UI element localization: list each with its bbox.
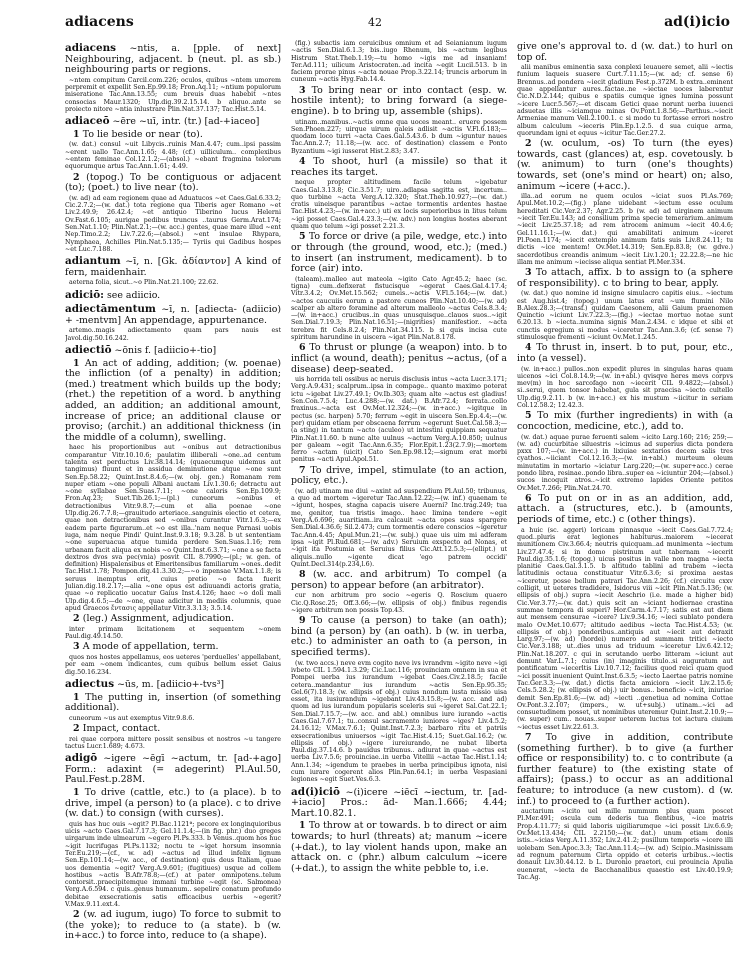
dictionary-entry-headword-line	[65, 304, 281, 326]
sense-definition: 2 (leg.) Assignment, adjudication.	[73, 613, 235, 625]
sense-definition: give one's approval to. d (w. dat.) to hurl on top of.	[517, 41, 733, 63]
sense-definition: 1 To throw at or towards. b to direct or aim towards; to hurl (threats) at; manum ~icere (+dat.), to lay violent hands upon, make an attack on. c (phr.) album calculum ~icere (+dat.), to assign the white pebble to, i.e.	[291, 820, 507, 874]
citation-block: ~ntem compitum Carcil.com.226; oculos, quibus ~ntem umorem perpremit et expellit Sen.Ep.99.18; Fron.Aq.11; ~ntium populorum miseratione Tac.Ann.13.55; cum breuis duas habebit ~ntes consocias Maur.1320; Ulp.dig.39.2.15.14. b aliquo..ante se proiecto nitore ~ntia inlustrare Plin.Nat.37.137; Tac.Hist.5.14.	[65, 76, 281, 113]
sense-number: 5	[299, 231, 309, 243]
citation-block: (w. two accs.) neve evm cogito neve ivs ivrandvm ~igito neve ~igi ivbeto CIL 1.594.1.3.29; Cic.Luc.116; prouinciam omnem in sua et Pompei uerba ius iurandum ~igebat Caes.Civ.2.18.5; facile cetera..mandantur ius iurandum ~actis Sen.Ep.95.35; Gel.6(7).18.3; (w. ellipsis of obj.) cuius nondum iusta missio uisa esset, ita iusiurandum ~igebant Liv.43.15.8;—(w. acc. and ad) quom ad ius iurandum popularis sceleris sui ~igeret Sal.Cat.22.1; Sen.Dial.7.15.7;—(w. acc. and abl.) omnibus iure iurando ~actis Caes.Gal.7.67.1; tu..consul sacramento iuniores ~iges? Liv.4.5.2; 24.16.12; V.Max.7.6.1; Quint.Inst.7.2.3; barbaro ritu et patriis exsecrationibus uniuersos ~igit Tac.Hist.4.15; Suet.Gal.16.2; (w. ellipsis of obj.) ~igere iureiurando, ne nubat liberta Paul.dig.37.14.6. b pauidus tribunus.. adiurat in quae ~actus est uerba Liv.7.5.6; prouinciae..in uerba Vitellii ~actae Tac.Hist.1.14; Ann.1.34; ~igendum te praebes in uerba principibus ignota, nisi cum iurare cogerent alios Plin.Pan.64.1; in uerba Vespasiani legiones ~egit Suet.Ves.6.3.	[291, 659, 507, 784]
sense-number: 3	[73, 641, 83, 653]
dictionary-columns	[65, 40, 733, 955]
headword-grammar: ~ēre ~uī, intr. (tr.) [ad-+iaceo]	[109, 116, 260, 128]
sense-definition: 4 To shoot, hurl (a missile) so that it reaches its target.	[291, 156, 507, 178]
sense-number: 1	[73, 357, 85, 369]
sense-number: 7	[299, 464, 311, 476]
sense-number: 1	[73, 128, 83, 140]
headword: adiaceō	[65, 115, 110, 128]
citation-block: (w. dat.) aquae purae feruenti salem ~icito Larg.160; 216; 259;—(w. ad) cucurbitae siluestris ~icimus ad superius dicta pondera pxxx 107;—(w. in+acc.) in lixiuiae sextarios decem salis tres cyathos..~iiciant Col.12.16.3;—(w. in+abl.) murteum oleum minutatim in mortario ~iciatur Larg.220;—(w. super+acc.) cerae pondo libra, resinae..pondo libra..super ea ~iciuntur 204;—(absol.) sucos incoquit atros..~icit extremo lapides Oriente petitos Ov.Met.7.266; Plin.Nat.24.70.	[517, 433, 733, 492]
citation-block: cuneorum ~us aut exemptus Vitr.9.8.6.	[69, 714, 195, 722]
sense-number: 6	[525, 492, 539, 504]
sense-definition: 2 (w. oculum, -os) To turn (the eyes) towards, cast (glances) at, esp. covetously. b (w. animum) to turn (one's thoughts) towards, set (one's mind or heart) on; also, animum ~icere (+acc.).	[517, 138, 733, 192]
citation-block: alii manibus eminentia saxa conplexi leuauere semet, alii ~iectis funium laqueis suasere Curt.7.11.15;—(w. ad; cf. sense 6) Brennus..ad pondera ~iecit gladium Fest.p.372M. b extra..eminent quae appellantur aures..factae..ne ~iectae uoces laberentur Cic.N.D.2.144; quibus e spatiis cumque ignes lumina possunt ~icere Lucr.5.567;—et discam Getici quae norunt uerba iuuenci adsuetas illis ~iciamque minas Ov.Pont.1.8.56;—Parthus..~iecit Armeniae manum Vell.2.100.1. c si modo tu fortasse errori nostro album calculum ~ieceris Plin.Ep.1.2.5. d sua cuique arma, quorundam igni et equus ~icitur Tac.Ger.27.2.	[517, 64, 733, 137]
sense-number: 2	[525, 138, 540, 150]
citation-block: quis has huc ouis ~egit? Pl.Bac.1121ª; pecore ex longinquioribus uicis ~acto Caes.Gal.7.17.3; Gel.11.1.4;—(in fig. phr.) duo greges uirgarum inde ulmearum ~egero Pl.Ps.333. b Venus..quom hos huc ~igit lucrifugas Pl.Ps.1132; noctu te ~iget horsum insomnia Ter.Eu.219;—(cf., w. ad) ~actus ad illud infelix lignum Sen.Ep.101.14;—(w. acc., of destination) quis deus Italiam, quae uos dementia ~egit? Verg.A.9.601; (fugitiues) usque ad collem hostibus ~actis B.Afr.78.8;—(cf.) at pater omnipotens..telum contorsit..praecipitemque immani turbine ~egit (sc. Salmonea) Verg.A.6.594. c quis..genus humanum.. sepelire conatum profundo debitae exsecrationis satis efficacibus uerbis ~egerit? V.Max.9.11.ext.4.	[65, 820, 281, 908]
headword: adiectus	[65, 677, 115, 690]
sense-definition: 1 An act of adding, addition; (w. poenae) the infliction (of a penalty) in addition; (med.) treatment which builds up the body; (rhet.) the repetition of a word. b anything added, an addition; an additional amount, increase of price; an additional clause or proviso; (archit.) an additional thickness (in the middle of a column), swelling.	[65, 357, 281, 443]
citation-block: utinam..manibus..~actis omne qua uoces meant.. eruere possem Sen.Phoen.227; uirque uirum galeis adlisit ~actis V.Fl.6.183;—quodam loco turri ~acta Caes.Gal.5.43.6. b dum ~iguntur naues Tac.Ann.2.7; 11.18;—(w. acc. of destination) classem e Ponto Byzantium ~igi iusserat Hist.2.83; 3.47.	[291, 118, 507, 155]
dictionary-entry-headword-line	[291, 787, 507, 820]
sense-definition: 7 To give in addition, contribute (something further). b to give (a further office or responsibility) to. c to contribute (a further feature) to (the existing state of affairs); (pass.) to occur as an additional feature; to introduce (a new custom). d (w. inf.) to proceed to (a further action).	[517, 731, 733, 807]
citation-block: uis horrida teli ossibus ac neruis disclusis intus ~acta Lucr.3.171; Verg.A.9.431; scalprum..ipsa in compage.. quanto maximo poterat ictu ~igebat Liv.27.49.1; Ov.Ib.303; quam alte ~actus est gladius! Sen.Con.7.5.4; Luc.4.288;—(w. dat.) B.Afr.72.4; ferrata..collo fraxinus..~acta est Ov.Met.12.324;—(w. in+acc.) ~igitque in pectus (sc. harpen) 5.70; ferrum ~egit in uiscera Sen.Ep.4.4;—(w. per) quidam etiam per obscaena ferrum ~egerunt Suet.Cal.58.3;—(a sting) in tantum ~acto (aculeo) ut intestini quippiam sequatur Plin.Nat.11.60. b nunc alte uulnus ~actum Verg.A.10.850; uulnus per galeam ~egit Tac.Ann.6.35; Flor.Epit.1.23(2.7.9);—mortem ferro ~actam (uicit) Cato Sen.Ep.98.12;—signum erat morbi penitus ~acti Apul.Apol.51.	[291, 376, 507, 464]
dictionary-entry-headword-line	[65, 43, 281, 76]
citation-block: (w. ad) ad eam regionem quae ad Aduatucos ~et Caes.Gal.6.33.2; Cic.2.7.2;—(w. dat.) tota regione qua Tiberis ager Romano ~et Liv.2.49.9; 26.42.4; ~et antiquo Tiberino lucus Helerni Ov.Fast.6.105; aurigae pedibus truncus ..taurus Germ.Arat.174; Sen.Nat.1.10; Plin.Nat.2.1;—(w. acc.) gentes, quae mare illud ~ent Nep.Timo.2.2; Liv.7.22.6;—(absol.) ~ent insulae Rhypara, Nymphaea, Achilles Plin.Nat.5.135;— Tyriis qui Gadibus hospes ~et Luc.7.188.	[65, 194, 281, 253]
headword: ad(i)iciō	[291, 785, 340, 798]
citation-block: auctarium ~icito uel mille nummum plus quam poscet Pl.Mer.491; oscula cum dederis tua flentibus, ~ice matris Prop.4.11.77; si quid laboris uigiliarumque ~ici possit Liv.6.6.9; Ov.Met.13.434; CIL 2.2150;—(w. dat.) unum etiam donis istis..~icias Verg.A.11.352; Liv.2.41.2; pusillum temporis ~icere illi uolebam Sen.Apoc.3.3; Tac.Ann.11.4;—(w. ad) Scipio..Masinissam ad regnum paternum Cirta oppido et ceteris urbibus..~iectis donauit Liv.30.44.12. b L. Duronio praetori, cui prouincia Apulia euenerat, ~iecta de Bacchanalibus quaestio est Liv.40.19.9; Tac.Ag.	[517, 808, 733, 881]
dictionary-entry-headword-line	[65, 679, 281, 691]
citation-block: (w. ad) utinam me diui ~axint ad suspendium Pl.Aul.50; tribunus, a quo ad mortem ~igeretur Tac.Ann.12.22;—(w. inf.) quaenam te ~igunt, hospes, stagna capacis uisere Auerni? Inc.trag.249; tua me, genitor, tua tristis imago.. haec limina tendere ~egit Verg.A.6.696; auaritiam..ira calcauit ~acta opes suas spargere Sen.Dial.4.36.6; Sil.2.473; cum tormentis edere conscios ~igeretur Tac.Ann.4.45; Apul.Mun.21;—(w. subj.) quae uis uim mi adferam ipsa ~igit Pl.Rud.681;—(w. adv.) Seruium exspecto ad Nonas, et ~igit ita Postumia et Seruius filius Cic.Att.12.5.3;—(ellipt.) ut aliquis..nullo ~igente dicat 'ego patrem occidi' Quint.Decl.314(p.234,l.6).	[291, 487, 507, 568]
headword: adiacens	[65, 42, 117, 54]
citation-block: haec his proportionibus aut ~onibus aut detractionibus comparantur Vitr.10.10.6; paulatim illiberali ~one..ad centum talenta est perductus Liv.38.14.14; (quaecumque uidemus aut tangimus) fluunt et in assidua deminutione atque ~one sunt Sen.Ep.58.22; Quint.Inst.8.4.6;—(w. obj. gen.) Romanam rem nuper etiam ~one populi Albani auctam Liv.1.30.6; detractu aut ~one syllabae Sen.Suas.7.11; ~one caloris Sen.Ep.109.9; Fron.Aq.23; Suet.Tib.26.1;—(pl.) cuneorum ~onibus et detractionibus Vitr.9.8.7;—cum et alia poenae ~one Ulp.dig.26.7.7.8;—grauitudo arteriace..sanguinis eiectio et cetera, quae non detractionibus sed ~onibus curantur Vitr.1.6.3;—ex eadem parte figurarum..et ~o est illa..'nam neque Parnasi uobis iuga, nam neque Pindi' Quint.Inst.9.3.18; 9.3.28. b ut sententiam ~one superuacua atque tumida perdere Sen.Suas.1.16; rem urbanam facit aliqua ex nobis ~o Quint.Inst.6.3.71; ~one a se facta dextros dvos sva pec(vnia) posvit CIL 8.7990;—(pl.; w. gen. of definition) Hispalensibus et Emeritensibus familiarum ~ones..dedit Tac.Hist.1.78; Pompon.dig.41.3.30.2;—~o inpensae V.Max.1.1.8; is seruus inemptus erit, cuius pretio ~o facta fuerit Julian.dig.18.2.17;—alia ~one opus est adiuuandi actoris gratia, quae ~o replicatio uocatur Gaius Inst.4.126; haec ~o doli mali Ulp.dig.4.6.5;—de ~one, quae adicitur in mediis columnis, quae apud Graecos ἔντασις appellatur Vitr.3.3.13; 3.5.14.	[65, 444, 281, 612]
headword-grammar: see adiicio.	[104, 289, 161, 301]
sense-definition: 9 To cause (a person) to take (an oath); bind (a person) by (an oath). b (w. in uerba, etc.) to administer an oath to (a person, in specified terms).	[291, 615, 507, 659]
citation-block: (w. in+acc.) pullos..non expedit plures in singulas haras quam uicenos ~ici Col.8.14.9;—(w. in+abl.) qvisqve heres mevs corpvs mev(m) in hoc sarcofago non ~iecerit CIL 9.4822;—(absol.) si..serui, quem tonsor habebat, gula sit praecisa ~iecto cultello Ulp.dig.9.2.11. b (w. in+acc.) ex his mustum ~iicitur in seriam Col.12.58.2; 12.42.3.	[517, 365, 733, 410]
sense-definition: 8 (w. acc. and arbitrum) To compel (a person) to appear before (an arbitrator).	[291, 569, 507, 591]
headword-grammar: ~ntis, a. [pple. of next] Neighbouring, adjacent. b (neut. pl. as sb.) neighbouring parts or regions.	[65, 43, 281, 76]
headword: adiectiō	[65, 344, 112, 357]
sense-number: 6	[299, 342, 310, 354]
citation-block: a huic (sc. aggeri) loricam pinnasque ~iecit Caes.Gal.7.72.4; quod..pluris erat legiones habiturus..maiorem ~iecerat munitionem Civ.3.66.4; neutris quicquam..ad munimenta ~iectum Liv.27.47.4; si in domo pistrinum aut tabernam ~iecerit Paul.dig.35.1.6; (topog.) uicus positus in valle non magna ~iecta planitie Caes.Gal.3.1.5. b altitudo tablini ad trabem ~iecta latitudinis octaua constituatur Vitr.6.3.6; si proxima aestas ~iceretur, posse bellum patrari Tac.Ann.2.26; (cf.) circuitu cxxv colligit, ut ueteres tradidere, Isidorus viii ~icit Plin.Nat.5.136; (w. ellipsis of obj.) supra ~iecit Aeschrio (i.e. made a higher bid) Cic.Ver.3.77;—(w. dat.) quis scit an ~iciant hodiernae crastina summae tempora di superi? Hor.Carm.4.7.17; satis est aut diem aut mensem censurae ~icere? Liv.9.34.16; ~ieci sublato pondera malo Ov.Met.10.677; altitudo aedibus ~iecta Tac.Hist.4.53; (w. ellipsis of obj.) ponderibus..antiquis aut ~iecit aut detraxit Larg.97;—(w. ad) (hordei) numero ad summam tritici ~iecto Cic.Ver.3.188; ut..dies unus ad triduum ~iceretur Liv.6.42.12; Plin.Nat.18.207. c qui in scrutando uerbo litteram ~iciunt aut demunt Var.L.7.1; cuius (in) imaginis titulo..si auguratum aut pontificatum ~iecerltis Liv.10.7.12; facilius quod reici quam quod ~ici possit inuenient Quint.Inst.6.3.5; ~iecto Laertae patris nomine Tac.Ger.3.3;—(w. dat.) dictis facta amiciora ~iecit Liv.2.15.6; Cels.5.28.2; (w. ellipsis of obj.) uir bonus.. beneficio ~icit, iniuriae demit Sen.Ep.81.6;—(w. ad) ~iecti ..genetiua ad nomina Cottae Ov.Pont.3.2.107; (impers., w. ut+subj.) utinam..~ici ad consuetudinem posset, ut nominibus uteremur Quint.Inst.2.10.9;—(w. super) cum.. nouas..super ueterem luctus tot iactura ciuium ~iectus esset Liv.22.61.3.	[517, 526, 733, 731]
sense-number: 3	[299, 84, 312, 96]
sense-definition: 1 The putting in, insertion (of something additional).	[65, 691, 281, 714]
headword-grammar: ~igere ~ēgī ~actum, tr. [ad-+ago] Form.: adaxint (= adegerint) Pl.Aul.50, Paul.Fest.p.28M.	[65, 753, 281, 786]
headword-grammar: ~(i)icere ~iēcī ~iectum, tr. [ad-+iacio] Pros.: ād- Man.1.666; 4.44; Mart.10.82.1.	[291, 786, 507, 819]
sense-number: 2	[73, 722, 83, 734]
sense-number: 1	[73, 691, 86, 703]
headword: adiciō:	[65, 288, 104, 301]
sense-number: 9	[299, 615, 312, 627]
sense-definition: 2 (w. ad iugum, iugo) To force to submit to (the yoke); to reduce to (a state). b (w. in+acc.) to force into, reduce to (a shape).	[65, 909, 281, 942]
sense-definition: 3 To bring near or into contact (esp. w. hostile intent); to bring forward (a siege-engine). b to bring up, assemble (ships).	[291, 84, 507, 117]
sense-definition: 2 Impact, contact.	[73, 722, 161, 734]
sense-number: 1	[299, 820, 309, 832]
citation-block: artemo..magis adiectamento quam pars nauis est Javol.dig.50.16.242.	[65, 327, 281, 342]
sense-number: 7	[525, 731, 546, 743]
page-number: 42	[368, 16, 382, 29]
dictionary-entry-headword-line	[65, 290, 281, 302]
headword: adiantum	[65, 255, 121, 268]
sense-definition: 6 To put on or in as an addition, add, attach. a (structures, etc.). b (amounts, periods of time, etc.) c (other things).	[517, 492, 733, 526]
headword-grammar: ~ī, n. [Gk. ἀδίαντον] A kind of fern, maidenhair.	[65, 256, 281, 278]
headword-grammar: ~ōnis f. [adiicio+-tio]	[111, 345, 217, 357]
sense-number: 1	[73, 786, 85, 798]
sense-definition: 5 To force or drive (a pile, wedge, etc.) into or through (the ground, wood, etc.); (med.) to insert (an instrument, medicament). b to force (air) into.	[291, 231, 507, 275]
sense-definition: 7 To drive, impel, stimulate (to an action, policy, etc.).	[291, 464, 507, 487]
headword-grammar: ~ī, n. [adiecta- (adiicio) + -mentvm] An appendage, appurtenance.	[65, 304, 281, 326]
sense-definition: 3 A mode of appellation, term.	[73, 641, 219, 653]
dictionary-entry-headword-line	[65, 116, 281, 128]
left-guideword: adiacens	[65, 14, 134, 30]
column-3	[517, 40, 733, 955]
citation-block: (w. dat.) quo nomine id insigne simulacro capitis eius.. ~iectum est Aug.hist.4; (topog.) unum latus erat ~um flumini Nilo B.Alex.28.3;—(transf.) quidam Caesonem, alii Gaium praenomen Quinctio ~iciunt Liv.7.22.3;—(fig.) ~iectae mortuo notae sunt 6.20.13. b ~iecta..numina signis Man.2.434. c idque et sibi et cunctis egregium si modus ~iceretur Tac.Ann.3.6; (cf. sense 7) stimulosque frementi ~iciunt Ov.Met.1.245.	[517, 290, 733, 342]
citation-block: (w. dat.) consul ~uit Libycis..ruinis Man.4.47; cum..ipsi passim ~erent uallo Tac.Ann.1.65; 4.48; (cf.) uilliculum.. complexibus ~entem feminae Col.12.1.2;—(absol.) ~ebant fragmina telorum equorumque artus Tac.Ann.1.61; 4.49.	[65, 141, 281, 171]
citation-block: cur non arbitrum pro socio ~egeris Q. Roscium quaero Cic.Q.Rosc.25; Off.3.66;—(w. ellipsis of obj.) finibus regendis ~igere arbitrum non possis Top.43.	[291, 592, 507, 614]
column-2	[291, 40, 507, 955]
citation-block: illa..ad eorum ne quem oculos ~iciat suos Pl.As.769; Apul.Met.10.2;—(fig.) plane uidebant ~iectum esse oculum hereditati Cic.Ver.2.37; Agr.2.25. b (w. ad) ad uirginem animum ~iecit Ter.Eu.143; ad consilium prima specie temerarium..animum ~iecit Liv.25.37.18; ad rem atrocem animum ~iecit 40.4.6; Gel.11.16.1;—(w. dat.) qui amabilitati animum ~iceret Pl.Poen.1174; ~iecit extemplo animum fatis suis Liv.8.24.11; tu dictis ~ice mentem! Ov.Met.14.319; Sen.Ep.83.8; (w. gdve.) sacerdotibus creandis animum ~iecit Liv.1.20.1; 22.22.8;—ne hic illam me animum ~iecisse aliqua sentiat Pl.Mer.334.	[517, 193, 733, 266]
citation-block: quos nos hostes appellamus, eos ueteres 'perduelles' appellabant, per eam ~onem indicantes, cum quibus bellum esset Gaius dig.50.16.234.	[65, 654, 281, 676]
citation-block: rei quae corpora mittere possit sensibus et nostros ~u tangere tactus Lucr.1.689; 4.673.	[65, 735, 281, 750]
sense-definition: 3 To attach, affix. b to assign to (a sphere of responsibility). c to bring to bear, apply.	[517, 267, 733, 289]
sense-definition: 4 To thrust in, insert. b to put, pour, etc., into (a vessel).	[517, 342, 733, 364]
headword: adiectāmentum	[65, 303, 156, 316]
headword-grammar: ~ūs, m. [adiicio+-tvs³]	[114, 678, 225, 690]
sense-definition: 1 To lie beside or near (to).	[73, 128, 203, 140]
citation-block: (taleam)..malleo aut mateola ~igito Cato Agr.45.2; haec (sc. tigna) cum..defixerat fistucisque ~egerat Caes.Gal.4.17.4; Vitr.3.4.2; Ov.Met.15.562; cuneis..~actis V.Fl.5.164;—(w. dat.) ~actos caucuiis eorum a pastore cuneos Plin.Nat.10.40;—(w. ad) scalper ab altero foramine ad alterum malleolo ~actus Cels.8.3.4;—(w. in+acc.) crucibus..in quas unusquisque..clauos suos..~igit Sen.Dial.7.19.3; Plin.Nat.16.51;—(nigrities) manifestior.. ~acta terebra fit Cels.8.2.4; Plin.Nat.34.115. b si quis incisa cute spiritum harundine in uiscera ~igat Plin.Nat.8.178.	[291, 275, 507, 342]
citation-block: (fig.) subactis iam ceruicibus omnium et ad Seianianum iugum ~actis Sen.Dial.6.1.3; bis..iugo Rhenum, bis ~actum legibus Histrum Stat.Theb.1.19;—tu homo ~igis me ad insaniam! Ter.Ad.111; uilicum Aristocraten..ad incita ~egit Lucil.513. b in faciem prorae pinus ~acta nouae Prop.3.22.14; truncis arborum in cuneum ~actis Hyg.Fab.14.4.	[291, 40, 507, 84]
sense-definition: 5 To mix (further ingredients) in with (a concoction, medicine, etc.), add to.	[517, 410, 733, 432]
sense-number: 2	[73, 171, 87, 183]
citation-block: inter primam licitationem et sequentem ~onem Paul.dig.49.14.50.	[65, 625, 281, 641]
dictionary-entry-headword-line	[65, 345, 281, 357]
sense-number: 5	[525, 410, 538, 422]
sense-number: 8	[299, 569, 313, 581]
sense-definition: 6 To thrust or plunge (a weapon) into. b to inflict (a wound, death); penitus ~actus, (of a disease) deep-seated.	[291, 342, 507, 375]
citation-block: aeterna folia, sicut..~o Plin.Nat.21.100; 22.62.	[69, 279, 219, 287]
sense-number: 2	[73, 909, 84, 921]
sense-number: 2	[73, 613, 83, 625]
dictionary-entry-headword-line	[65, 753, 281, 786]
sense-number: 3	[525, 267, 536, 279]
sense-definition: 2 (topog.) To be contiguous or adjacent (to); (poet.) to live near (to).	[65, 171, 281, 194]
dictionary-entry-headword-line	[65, 256, 281, 278]
headword: adigō	[65, 752, 98, 765]
citation-block: neque propter altitudinem facile telum ~igebatur Caes.Gal.3.13.8; Cic.3.51.7; uiro..adlapsa sagitta est, incertum.. quo turbine ~acta Verg.A.12.320; Stat.Theb.10.927;—(w. dat.) cratis uineisque parantibus ~actae tormentis ardentes hastae Tac.Hist.4.23;—(w. in+acc.) uti ex locis superioribus in litus telum ~igi posset Caes.Gal.4.23.3;—(w. adv.) non longius hostes aberant quam quo telum ~igi posset 2.21.3.	[291, 179, 507, 231]
sense-number: 4	[299, 156, 314, 168]
sense-definition: 1 To drive (cattle, etc.) to (a place). b to drive, impel (a person) to (a place). c to drive (w. dat.) to consign (with curses).	[65, 786, 281, 820]
sense-number: 4	[525, 342, 537, 354]
right-guideword: ad(i)icio	[664, 14, 730, 30]
column-1	[65, 40, 281, 955]
